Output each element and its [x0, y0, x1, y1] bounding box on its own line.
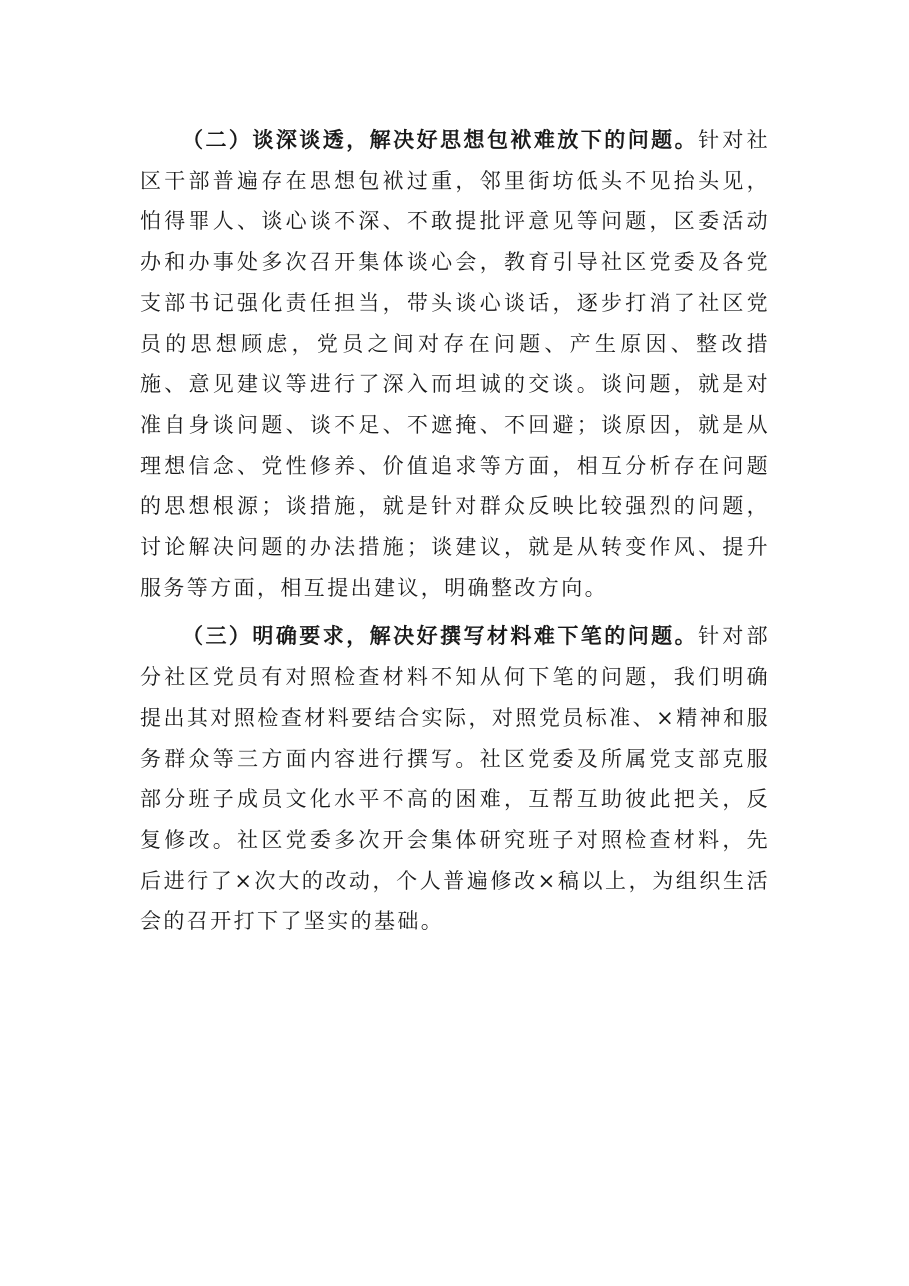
- section-2-body: 针对社区干部普遍存在思想包袱过重，邻里街坊低头不见抬头见，怕得罪人、谈心谈不深、不敢提批评意见等问题，区委活动办和办事处多次召开集体谈心会，教育引导社区党委及各党支部书记强化责任担当，带头谈心谈话，逐步打消了社区党员的思想顾虑，党员之间对存在问题、产生原因、整改措施、意见建议等进行了深入而坦诚的交谈。谈问题，就是对准自身谈问题、谈不足、不遮掩、不回避；谈原因，就是从理想信念、党性修养、价值追求等方面，相互分析存在问题的思想根源；谈措施，就是针对群众反映比较强烈的问题，讨论解决问题的办法措施；谈建议，就是从转变作风、提升服务等方面，相互提出建议，明确整改方向。: [140, 128, 770, 600]
- section-2-heading: （二）谈深谈透，解决好思想包袱难放下的问题。: [182, 128, 699, 152]
- section-3-body: 针对部分社区党员有对照检查材料不知从何下笔的问题，我们明确提出其对照检查材料要结合实际，对照党员标准、×精神和服务群众等三方面内容进行撰写。社区党委及所属党支部克服部分班子成员文化水平不高的困难，互帮互助彼此把关，反复修改。社区党委多次开会集体研究班子对照检查材料，先后进行了×次大的改动，个人普遍修改×稿以上，为组织生活会的召开打下了坚实的基础。: [140, 624, 770, 934]
- paragraph-section-3: [140, 616, 770, 942]
- paragraph-section-2: [140, 120, 770, 608]
- document-body: [140, 120, 770, 942]
- section-3-heading: （三）明确要求，解决好撰写材料难下笔的问题。: [182, 624, 699, 649]
